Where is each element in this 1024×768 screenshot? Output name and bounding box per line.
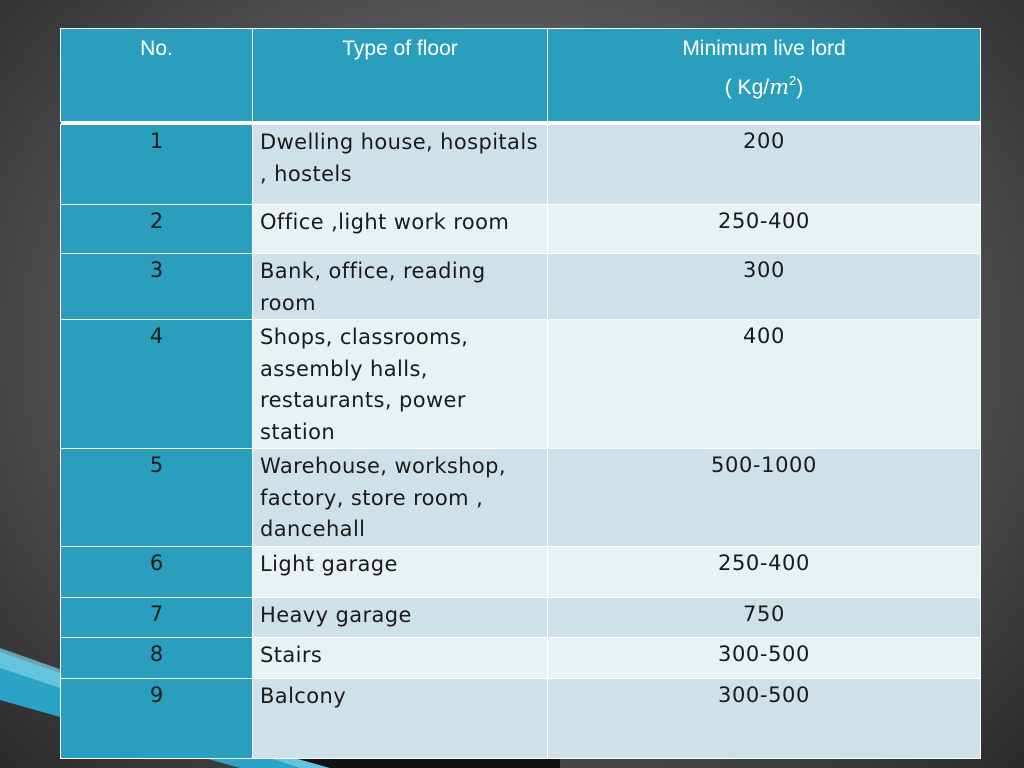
table-row: [61, 254, 981, 320]
floor-type: Dwelling house, hospitals , hostels: [253, 125, 548, 205]
row-number: 6: [61, 546, 253, 597]
row-number: 5: [61, 449, 253, 547]
floor-type: Heavy garage: [253, 597, 548, 637]
unit-m: m: [769, 75, 790, 99]
floor-type: Bank, office, reading room: [253, 254, 548, 320]
row-number: 8: [61, 637, 253, 678]
table-row: [61, 205, 981, 254]
floor-type: Office ,light work room: [253, 205, 548, 254]
live-load-value: 200: [548, 125, 981, 205]
unit-close: ): [796, 76, 804, 99]
header-load-title: Minimum live lord: [682, 37, 846, 60]
unit-superscript: 2: [789, 73, 797, 88]
live-load-value: 300-500: [548, 637, 981, 678]
live-load-value: 300: [548, 254, 981, 320]
row-number: 1: [61, 125, 253, 205]
table-row: [61, 637, 981, 678]
header-minimum-live-load: [548, 29, 981, 122]
table-row: [61, 678, 981, 758]
table-header-row: [61, 29, 981, 122]
live-load-table: [60, 28, 981, 759]
header-no: No.: [61, 29, 253, 122]
live-load-value: 500-1000: [548, 449, 981, 547]
floor-type: Light garage: [253, 546, 548, 597]
row-number: 9: [61, 678, 253, 758]
header-type-of-floor: Type of floor: [253, 29, 548, 122]
live-load-value: 400: [548, 320, 981, 449]
table-row: [61, 320, 981, 449]
table-row: [61, 449, 981, 547]
live-load-value: 750: [548, 597, 981, 637]
table-row: [61, 597, 981, 637]
unit-open: ( Kg: [724, 76, 764, 99]
live-load-value: 250-400: [548, 546, 981, 597]
header-load-unit: [548, 65, 980, 104]
row-number: 7: [61, 597, 253, 637]
live-load-value: 300-500: [548, 678, 981, 758]
floor-type: Stairs: [253, 637, 548, 678]
table-row: [61, 125, 981, 205]
floor-type: Shops, classrooms, assembly halls, restaurants, power station: [253, 320, 548, 449]
live-load-value: 250-400: [548, 205, 981, 254]
row-number: 2: [61, 205, 253, 254]
unit-slash: /: [763, 76, 770, 99]
floor-type: Balcony: [253, 678, 548, 758]
row-number: 3: [61, 254, 253, 320]
row-number: 4: [61, 320, 253, 449]
table-row: [61, 546, 981, 597]
floor-type: Warehouse, workshop, factory, store room , dancehall: [253, 449, 548, 547]
